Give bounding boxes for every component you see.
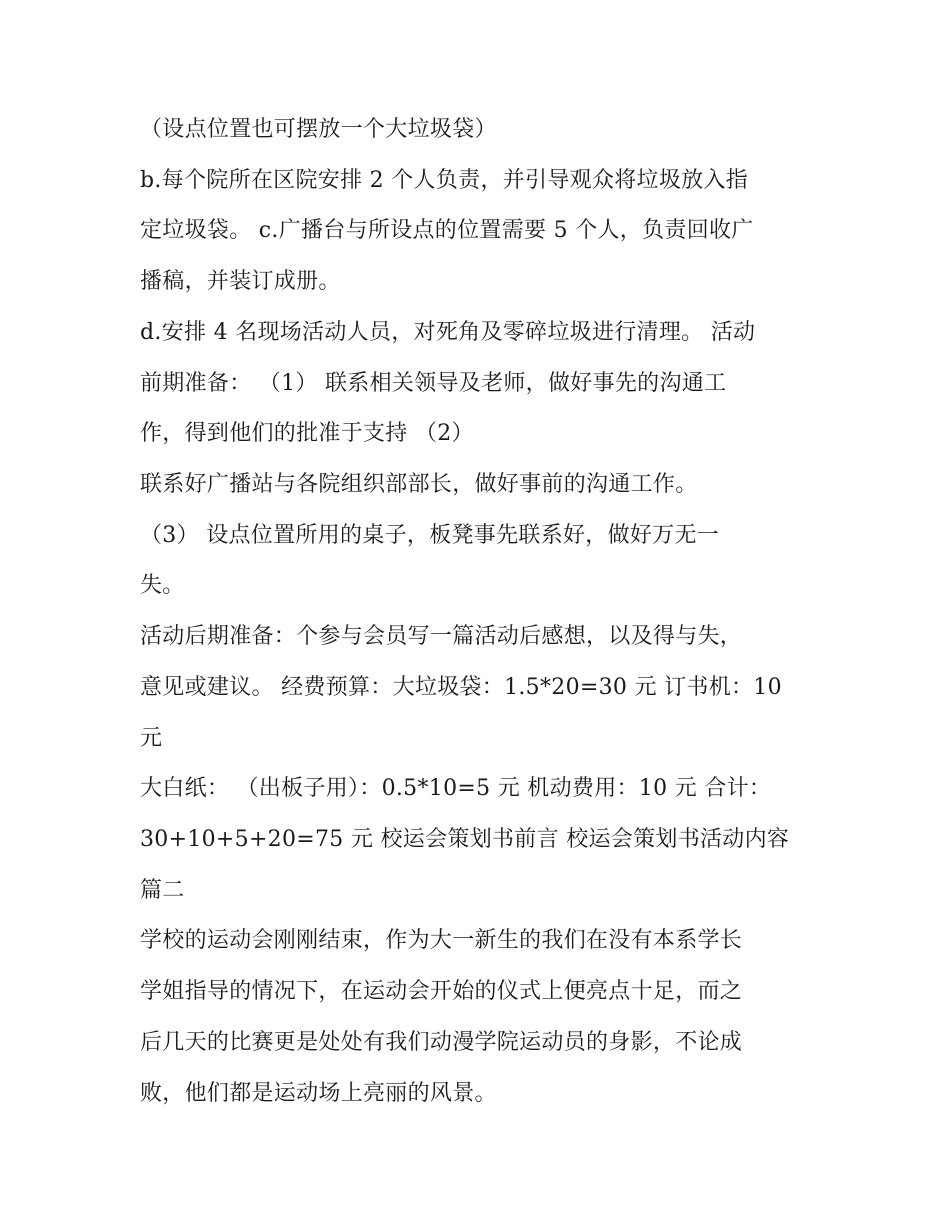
text-line: 学校的运动会刚刚结束，作为大一新生的我们在没有本系学长 xyxy=(140,928,743,953)
text-line: 作，得到他们的批准于支持 （2） xyxy=(140,421,474,446)
text-line: 大白纸： （出板子用）：0.5*10=5 元 机动费用：10 元 合计： xyxy=(140,776,772,801)
text-line: （设点位置也可摆放一个大垃圾袋） xyxy=(140,117,497,142)
text-line: 30+10+5+20=75 元 校运会策划书前言 校运会策划书活动内容 xyxy=(140,827,790,852)
text-line: 元 xyxy=(140,726,163,751)
text-line: 后几天的比赛更是处处有我们动漫学院运动员的身影，不论成 xyxy=(140,1030,743,1055)
text-line: d.安排 4 名现场活动人员，对死角及零碎垃圾进行清理。 活动 xyxy=(140,320,756,345)
text-line: 学姐指导的情况下，在运动会开始的仪式上便亮点十足，而之 xyxy=(140,979,743,1004)
text-line: 定垃圾袋。 c.广播台与所设点的位置需要 5 个人，负责回收广 xyxy=(140,218,754,243)
text-line: 活动后期准备：个参与会员写一篇活动后感想，以及得与失， xyxy=(140,624,743,649)
text-line: 播稿，并装订成册。 xyxy=(140,269,341,294)
text-line: 失。 xyxy=(140,573,185,598)
text-line: 败，他们都是运动场上亮丽的风景。 xyxy=(140,1081,497,1106)
text-line: 联系好广播站与各院组织部部长，做好事前的沟通工作。 xyxy=(140,472,698,497)
text-line: 意见或建议。 经费预算：大垃圾袋：1.5*20=30 元 订书机：10 xyxy=(140,675,782,700)
text-line: （3） 设点位置所用的桌子，板凳事先联系好，做好万无一 xyxy=(140,523,720,548)
text-line: b.每个院所在区院安排 2 个人负责，并引导观众将垃圾放入指 xyxy=(140,168,749,193)
text-line: 篇二 xyxy=(140,878,185,903)
text-line: 前期准备： （1） 联系相关领导及老师，做好事先的沟通工 xyxy=(140,371,727,396)
